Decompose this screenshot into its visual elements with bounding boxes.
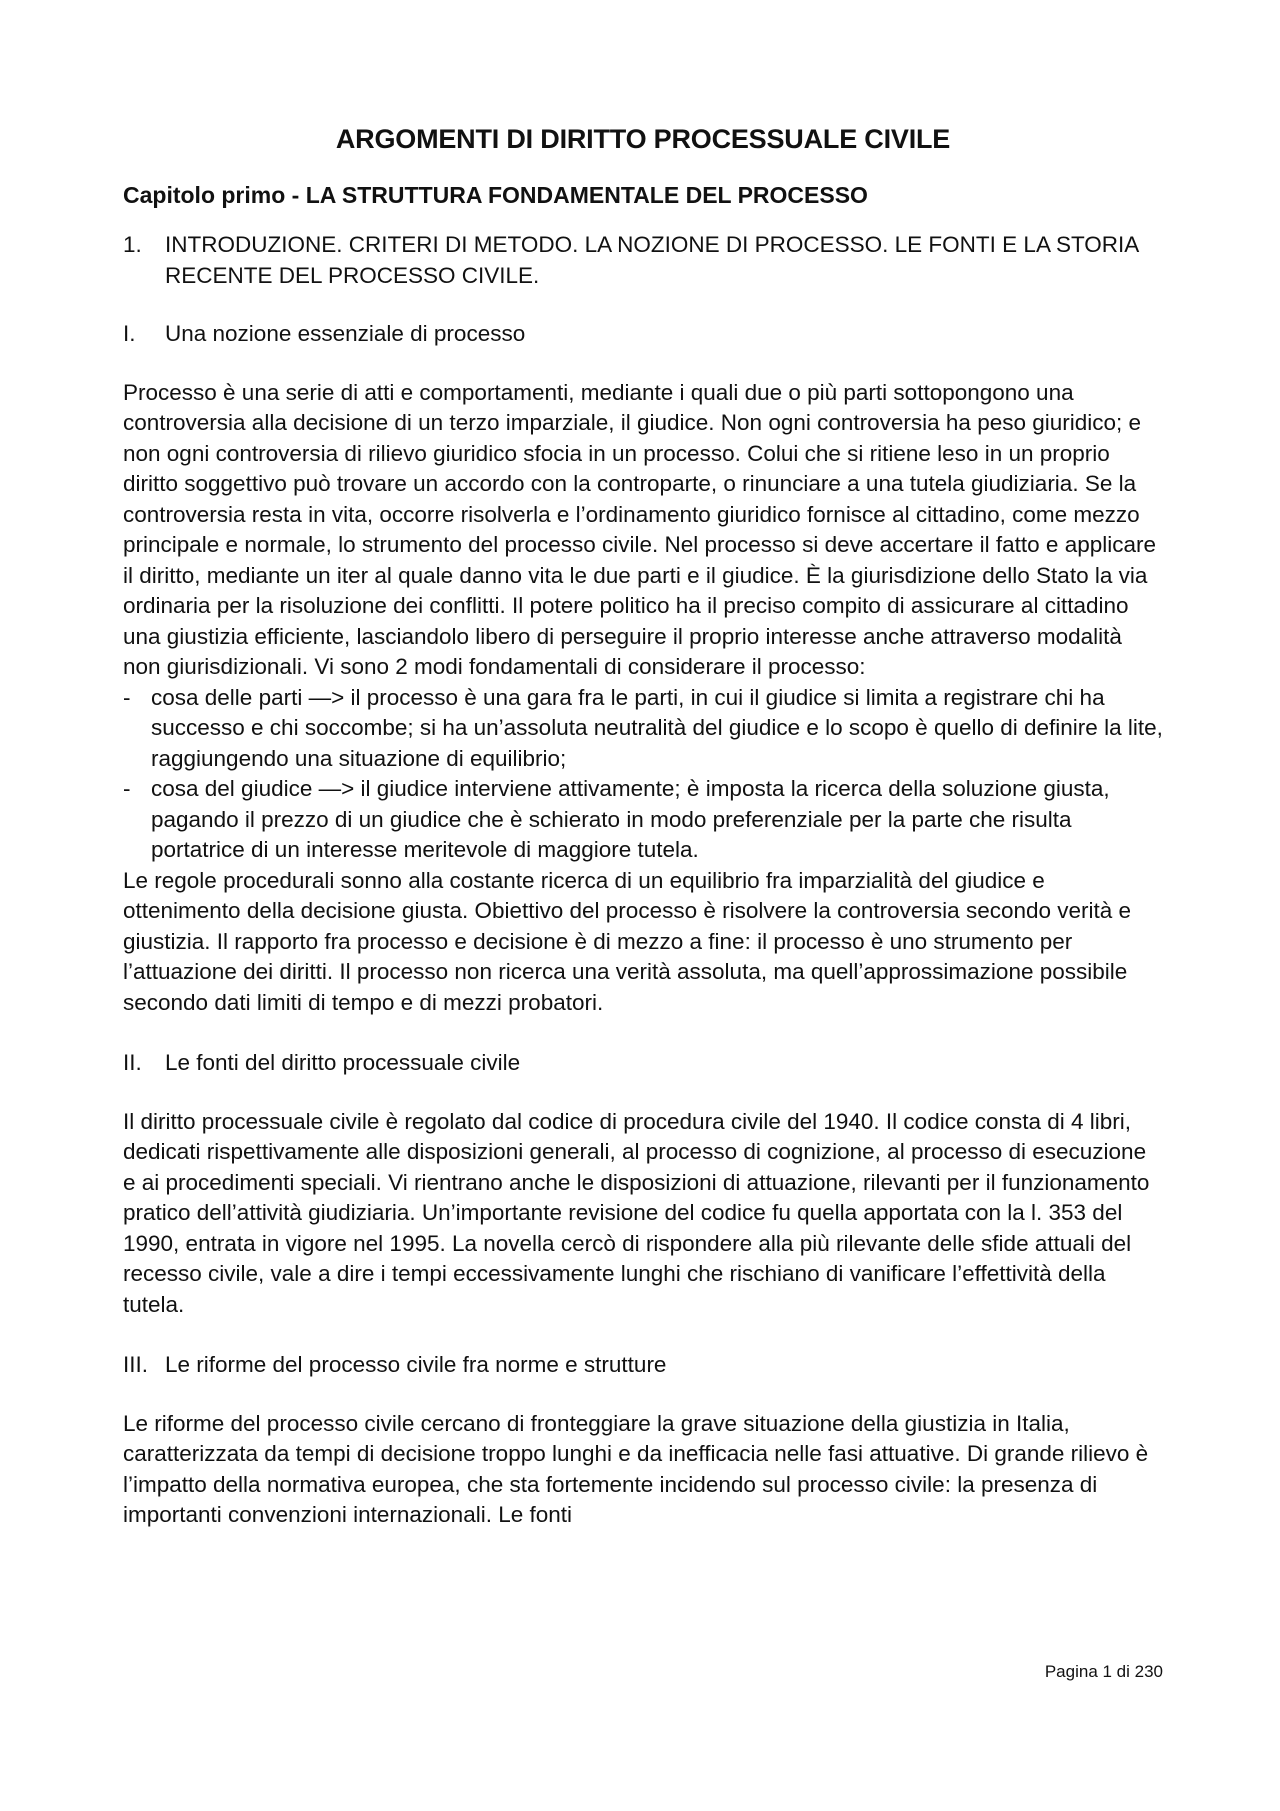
chapter-title: Capitolo primo - LA STRUTTURA FONDAMENTALE DEL PROCESSO bbox=[123, 182, 868, 208]
subsection-number: II. bbox=[123, 1050, 142, 1075]
document-title: ARGOMENTI DI DIRITTO PROCESSUALE CIVILE bbox=[335, 124, 951, 154]
paragraph: Le riforme del processo civile cercano di fronteggiare la grave situazione della giustizia in Italia, caratterizzata da tempi di decisione troppo lunghi e da inefficacia nelle fasi attuative. Di grande rilievo è l’impatto della normativa europea, che sta fortemente incidendo sul processo civile: la presenza di importanti convenzioni internazionali. Le fonti bbox=[123, 1410, 1149, 1527]
page-number: Pagina 1 di 230 bbox=[1044, 1662, 1163, 1681]
bullet-item bbox=[123, 683, 1163, 775]
section-title: INTRODUZIONE. CRITERI DI METODO. LA NOZIONE DI PROCESSO. LE FONTI E LA STORIA RECENTE DEL PROCESSO CIVILE. bbox=[165, 232, 1139, 288]
bullet-list bbox=[123, 683, 1163, 866]
bullet-text: cosa delle parti —> il processo è una gara fra le parti, in cui il giudice si limita a registrare chi ha successo e chi soccombe; si ha un’assoluta neutralità del giudice e lo scopo è quello di definire la lite, raggiungendo una situazione di equilibrio; bbox=[151, 684, 1163, 771]
subsection-number: I. bbox=[123, 321, 136, 346]
dash-bullet-icon: - bbox=[123, 684, 131, 710]
section-number: 1. bbox=[123, 232, 142, 257]
subsection-number: III. bbox=[123, 1352, 149, 1377]
subsection-heading-2 bbox=[123, 1048, 1163, 1079]
subsection-heading-1 bbox=[123, 319, 1163, 350]
bullet-item bbox=[123, 774, 1163, 866]
dash-bullet-icon: - bbox=[123, 776, 131, 801]
subsection-body-3 bbox=[123, 1409, 1163, 1531]
subsection-title: Le riforme del processo civile fra norme e strutture bbox=[165, 1352, 667, 1377]
subsection-title: Una nozione essenziale di processo bbox=[165, 321, 526, 346]
subsection-body-1 bbox=[123, 378, 1163, 1019]
document-page bbox=[123, 122, 1163, 1531]
section-heading-1 bbox=[123, 230, 1163, 291]
paragraph: Processo è una serie di atti e comportamenti, mediante i quali due o più parti sottopongono una controversia alla decisione di un terzo imparziale, il giudice. Non ogni controversia ha peso giuridico; e non ogni controversia di rilievo giuridico sfocia in un processo. Colui che si ritiene leso in un proprio diritto soggettivo può trovare un accordo con la controparte, o rinunciare a una tutela giudiziaria. Se la controversia resta in vita, occorre risolverla e l’ordinamento giuridico fornisce al cittadino, come mezzo principale e normale, lo strumento del processo civile. Nel processo si deve accertare il fatto e applicare il diritto, mediante un iter al quale danno vita le due parti e il giudice. È la giurisdizione dello Stato la via ordinaria per la risoluzione dei conflitti. Il potere politico ha il preciso compito di assicurare al cittadino una giustizia efficiente, lasciandolo libero di perseguire il proprio interesse anche attraverso modalità non giurisdizionali. Vi sono 2 modi fondamentali di considerare il processo: bbox=[123, 379, 1157, 679]
paragraph: Le regole procedurali sonno alla costante ricerca di un equilibrio fra imparzialità del giudice e ottenimento della decisione giusta. Obiettivo del processo è risolvere la controversia secondo verità e giustizia. Il rapporto fra processo e decisione è di mezzo a fine: il processo è uno strumento per l’attuazione dei diritti. Il processo non ricerca una verità assoluta, ma quell’approssimazione possibile secondo dati limiti di tempo e di mezzi probatori. bbox=[123, 867, 1132, 1015]
subsection-heading-3 bbox=[123, 1350, 1163, 1381]
bullet-text: cosa del giudice —> il giudice interviene attivamente; è imposta la ricerca della soluzione giusta, pagando il prezzo di un giudice che è schierato in modo preferenziale per la parte che risulta portatrice di un interesse meritevole di maggiore tutela. bbox=[151, 776, 1110, 862]
subsection-title: Le fonti del diritto processuale civile bbox=[165, 1050, 521, 1075]
subsection-body-2 bbox=[123, 1107, 1163, 1321]
paragraph: Il diritto processuale civile è regolato dal codice di procedura civile del 1940. Il codice consta di 4 libri, dedicati rispettivamente alle disposizioni generali, al processo di cognizione, al processo di esecuzione e ai procedimenti speciali. Vi rientrano anche le disposizioni di attuazione, rilevanti per il funzionamento pratico dell’attività giudiziaria. Un’importante revisione del codice fu quella apportata con la l. 353 del 1990, entrata in vigore nel 1995. La novella cercò di rispondere alla più rilevante delle sfide attuali del recesso civile, vale a dire i tempi eccessivamente lunghi che rischiano di vanificare l’effettività della tutela. bbox=[123, 1108, 1150, 1317]
